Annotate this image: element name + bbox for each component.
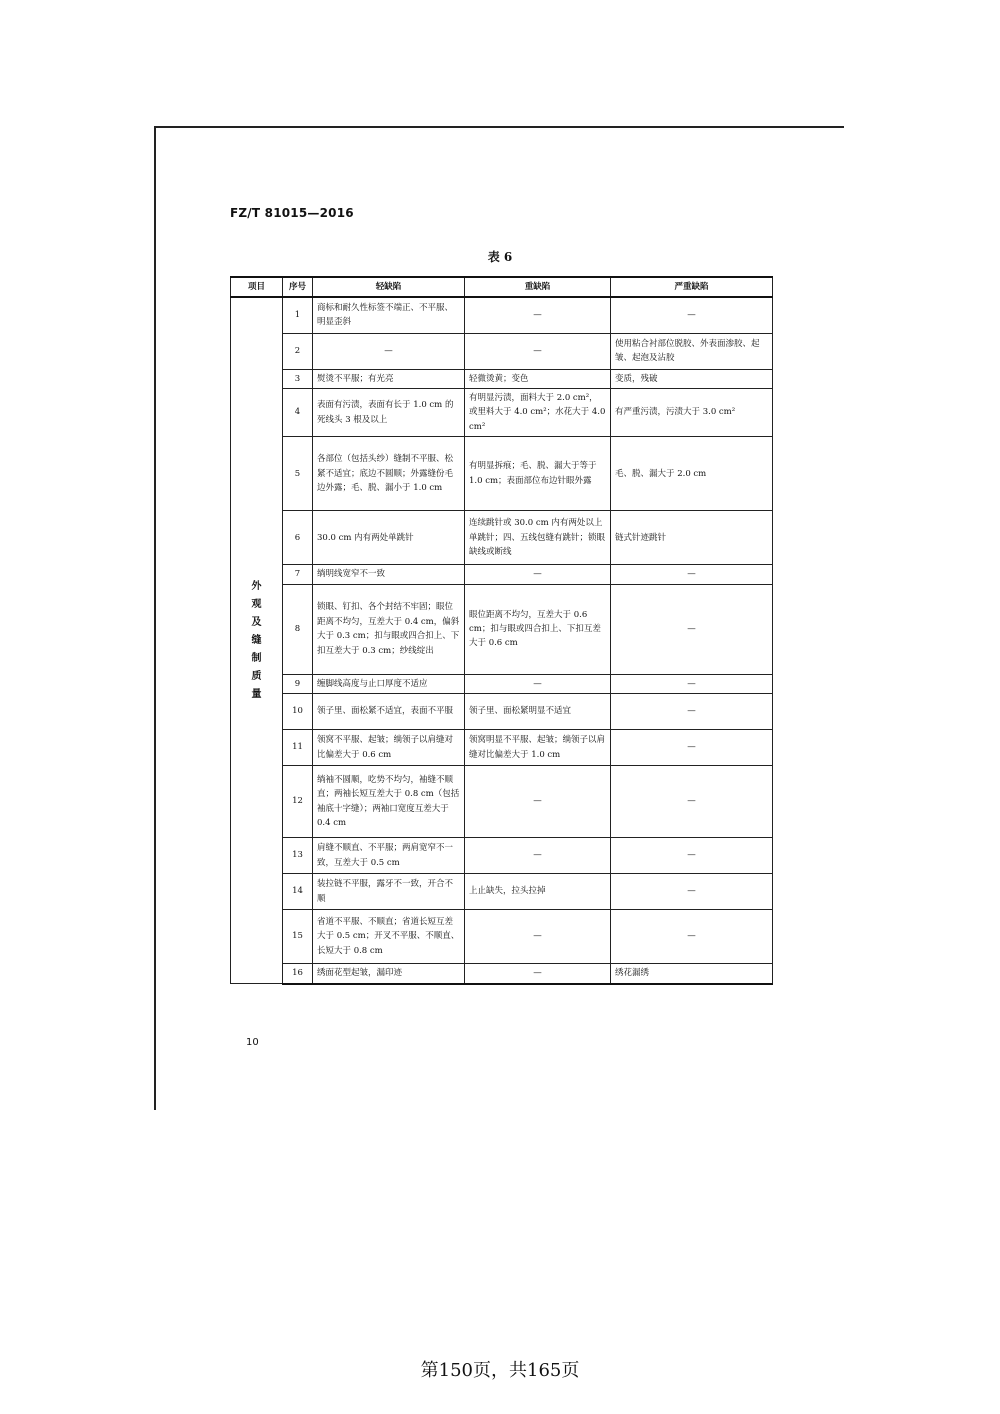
- table-row: [231, 388, 773, 436]
- header-seq: 序号: [283, 277, 313, 297]
- minor-defect-cell: 装拉链不平服，露牙不一致，开合不顺: [313, 874, 465, 910]
- severe-defect-cell: —: [611, 297, 773, 333]
- minor-defect-cell: 省道不平服、不顺直；省道长短互差大于 0.5 cm；开叉不平服、不顺直、长短大于 0.8 cm: [313, 910, 465, 964]
- category-cell: [231, 297, 283, 984]
- table-row: [231, 369, 773, 388]
- major-defect-cell: 连续跳针或 30.0 cm 内有两处以上单跳针；四、五线包缝有跳针；锁眼缺线或断线: [465, 511, 611, 565]
- header-severe: 严重缺陷: [611, 277, 773, 297]
- scan-border-left: [154, 126, 156, 1110]
- major-defect-cell: —: [465, 565, 611, 584]
- major-defect-cell: —: [465, 333, 611, 369]
- severe-defect-cell: —: [611, 565, 773, 584]
- table-body: [231, 297, 773, 984]
- minor-defect-cell: 锁眼、钉扣、各个封结不牢固；眼位距离不均匀，互差大于 0.4 cm，偏斜大于 0.3 cm；扣与眼或四合扣上、下扣互差大于 0.3 cm；纱线绽出: [313, 584, 465, 674]
- major-defect-cell: 领窝明显不平服、起皱；绱领子以肩缝对比偏差大于 1.0 cm: [465, 730, 611, 766]
- minor-defect-cell: 领子里、面松紧不适宜，表面不平服: [313, 694, 465, 730]
- severe-defect-cell: —: [611, 694, 773, 730]
- table-row: [231, 874, 773, 910]
- severe-defect-cell: 变质，残破: [611, 369, 773, 388]
- header-item: 项目: [231, 277, 283, 297]
- table-row: [231, 297, 773, 333]
- severe-defect-cell: —: [611, 766, 773, 838]
- major-defect-cell: —: [465, 838, 611, 874]
- seq-cell: 4: [283, 388, 313, 436]
- table-row: [231, 511, 773, 565]
- table-title: 表 6: [487, 250, 513, 264]
- table-row: [231, 674, 773, 693]
- severe-defect-cell: —: [611, 584, 773, 674]
- severe-defect-cell: 绣花漏绣: [611, 964, 773, 984]
- seq-cell: 10: [283, 694, 313, 730]
- seq-cell: 15: [283, 910, 313, 964]
- minor-defect-cell: 30.0 cm 内有两处单跳针: [313, 511, 465, 565]
- seq-cell: 6: [283, 511, 313, 565]
- severe-defect-cell: —: [611, 910, 773, 964]
- minor-defect-cell: 缠脚线高度与止口厚度不适应: [313, 674, 465, 693]
- table-row: [231, 910, 773, 964]
- seq-cell: 16: [283, 964, 313, 984]
- header-major: 重缺陷: [465, 277, 611, 297]
- page-number: 10: [246, 1037, 259, 1048]
- seq-cell: 7: [283, 565, 313, 584]
- table-row: [231, 694, 773, 730]
- severe-defect-cell: 有严重污渍，污渍大于 3.0 cm²: [611, 388, 773, 436]
- page-footer: 第150页，共165页: [420, 1360, 580, 1381]
- table-row: [231, 584, 773, 674]
- seq-cell: 9: [283, 674, 313, 693]
- minor-defect-cell: 绱明线宽窄不一致: [313, 565, 465, 584]
- table-row: [231, 838, 773, 874]
- severe-defect-cell: —: [611, 874, 773, 910]
- header-minor: 轻缺陷: [313, 277, 465, 297]
- major-defect-cell: —: [465, 674, 611, 693]
- minor-defect-cell: 熨烫不平服；有光亮: [313, 369, 465, 388]
- seq-cell: 13: [283, 838, 313, 874]
- scan-border-top: [154, 126, 844, 128]
- minor-defect-cell: —: [313, 333, 465, 369]
- major-defect-cell: 领子里、面松紧明显不适宜: [465, 694, 611, 730]
- severe-defect-cell: 毛、脱、漏大于 2.0 cm: [611, 437, 773, 511]
- minor-defect-cell: 商标和耐久性标签不端正、不平服、明显歪斜: [313, 297, 465, 333]
- minor-defect-cell: 绣面花型起皱，漏印迹: [313, 964, 465, 984]
- minor-defect-cell: 表面有污渍，表面有长于 1.0 cm 的死线头 3 根及以上: [313, 388, 465, 436]
- category-label: 外观及缝制质量: [251, 580, 262, 700]
- table-row: [231, 730, 773, 766]
- table-row: [231, 437, 773, 511]
- major-defect-cell: 眼位距离不均匀，互差大于 0.6 cm；扣与眼或四合扣上、下扣互差大于 0.6 cm: [465, 584, 611, 674]
- severe-defect-cell: —: [611, 674, 773, 693]
- table-row: [231, 964, 773, 984]
- major-defect-cell: —: [465, 766, 611, 838]
- major-defect-cell: —: [465, 910, 611, 964]
- severe-defect-cell: 链式针迹跳针: [611, 511, 773, 565]
- major-defect-cell: —: [465, 297, 611, 333]
- seq-cell: 5: [283, 437, 313, 511]
- major-defect-cell: 有明显污渍，面料大于 2.0 cm²，或里料大于 4.0 cm²；水花大于 4.0 cm²: [465, 388, 611, 436]
- defects-table: [230, 276, 773, 985]
- severe-defect-cell: —: [611, 730, 773, 766]
- seq-cell: 14: [283, 874, 313, 910]
- minor-defect-cell: 绱袖不圆顺，吃势不均匀，袖缝不顺直；两袖长短互差大于 0.8 cm（包括袖底十字缝）；两袖口宽度互差大于 0.4 cm: [313, 766, 465, 838]
- seq-cell: 1: [283, 297, 313, 333]
- minor-defect-cell: 领窝不平服、起皱；绱领子以肩缝对比偏差大于 0.6 cm: [313, 730, 465, 766]
- major-defect-cell: 有明显拆痕；毛、脱、漏大于等于 1.0 cm；表面部位布边针眼外露: [465, 437, 611, 511]
- minor-defect-cell: 肩缝不顺直、不平服；两肩宽窄不一致，互差大于 0.5 cm: [313, 838, 465, 874]
- seq-cell: 3: [283, 369, 313, 388]
- table-row: [231, 565, 773, 584]
- table-row: [231, 333, 773, 369]
- severe-defect-cell: 使用粘合衬部位脱胶、外表面渗胶、起皱、起泡及沾胶: [611, 333, 773, 369]
- document-code: FZ/T 81015—2016: [230, 206, 354, 220]
- seq-cell: 2: [283, 333, 313, 369]
- major-defect-cell: 轻微烫黄；变色: [465, 369, 611, 388]
- seq-cell: 8: [283, 584, 313, 674]
- major-defect-cell: 上止缺失，拉头拉掉: [465, 874, 611, 910]
- seq-cell: 12: [283, 766, 313, 838]
- table-header-row: [231, 277, 773, 297]
- major-defect-cell: —: [465, 964, 611, 984]
- table-row: [231, 766, 773, 838]
- severe-defect-cell: —: [611, 838, 773, 874]
- seq-cell: 11: [283, 730, 313, 766]
- minor-defect-cell: 各部位（包括头纱）缝制不平服、松紧不适宜；底边不圆顺；外露缝份毛边外露；毛、脱、漏小于 1.0 cm: [313, 437, 465, 511]
